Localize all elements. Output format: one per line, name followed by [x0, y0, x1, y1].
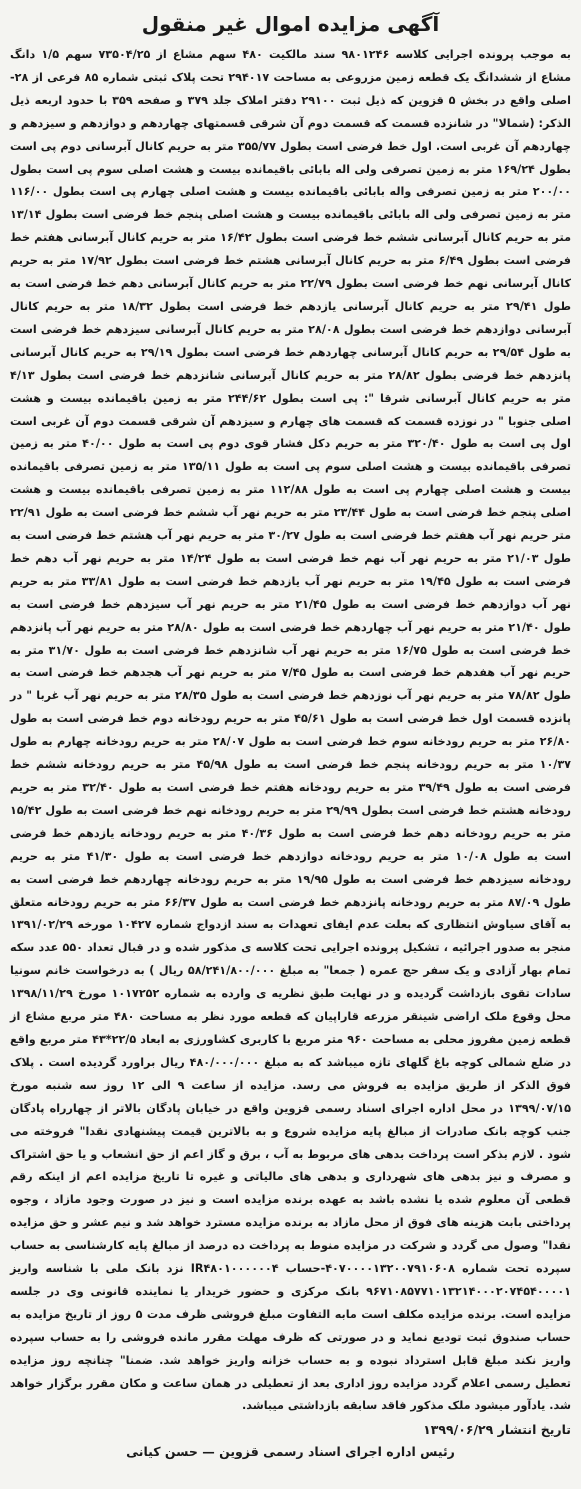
publication-date: تاریخ انتشار ۱۳۹۹/۰۶/۲۹ [423, 1422, 571, 1438]
signature-line: رئیس اداره اجرای اسناد رسمی قزوین — حسن کیانی [126, 1444, 455, 1460]
notice-body: به موجب پرونده اجرایی کلاسه ۹۸۰۱۲۴۶ سند مالکیت ۴۸۰ سهم مشاع از ۷۳۵۰۴/۲۵ سهم ۱/۵ دانگ مشاع از ششدانگ یک قطعه زمین مزروعی به مساحت ۲۹۴۰۱۷ تحت پلاک ثبتی شماره ۸۵ فرعی از ۲۸- اصلی واقع در بخش ۵ قزوین که ذیل ثبت ۲۹۱۰۰ دفتر املاک جلد ۳۷۹ و صفحه ۳۵۹ با حدود اربعه ذیل الذکر: (شمالا" در شانزده قسمت که قسمت دوم آن شرقی قسمتهای چهاردهم و دوازدهم و سیزدهم و چهاردهم آن غربی است. اول خط فرضی است بطول ۳۵۵/۷۷ متر به حریم کانال آبرسانی دوم پی است بطول ۱۶۹/۲۴ متر به زمین تصرفی ولی اله بابائی باقیمانده بیست و هشت اصلی سوم پی است بطول ۲۰۰/۰۰ متر به زمین تصرفی واله بابائی باقیمانده بیست و هشت اصلی چهارم پی است بطول ۱۱۶/۰۰ متر به زمین تصرفی ولی اله بابائی باقیمانده بیست و هشت اصلی پنجم خط فرضی است بطول ۱۳/۱۴ متر به حریم کانال آبرسانی ششم خط فرضی است بطول ۱۶/۴۲ متر به حریم کانال آبرسانی هفتم خط فرضی است بطول ۶/۴۹ متر به حریم کانال آبرسانی هشتم خط فرضی است بطول ۱۷/۹۲ متر به حریم کانال آبرسانی نهم خط فرضی است بطول ۲۲/۷۹ متر به حریم کانال آبرسانی دهم خط فرضی است به طول ۲۹/۴۱ متر به حریم کانال آبرسانی یازدهم خط فرضی است بطول ۱۸/۳۲ متر به حریم کانال آبرسانی دوازدهم خط فرضی است بطول ۲۸/۰۸ متر به حریم کانال آبرسانی سیزدهم خط فرضی است به طول ۲۹/۵۴ به حریم کانال آبرسانی چهاردهم خط فرضی است بطول ۲۹/۱۹ به حریم کانال آبرسانی پانزدهم خط فرضی بطول ۲۸/۸۲ متر به حریم کانال آبرسانی شانزدهم خط فرضی است بطول ۴/۱۳ متر به حریم کانال آبرسانی شرقا ": پی است بطول ۲۴۴/۶۲ متر به زمین باقیمانده بیست و هشت اصلی جنوبا " در نوزده قسمت که قسمت های چهارم و سیزدهم آن شرقی قسمت دوم آن غربی است اول پی است به طول ۳۲۰/۴۰ متر به حریم دکل فشار قوی دوم پی است به طول ۴۰/۰۰ متر به زمین تصرفی باقیمانده بیست و هشت اصلی سوم پی است به طول ۱۳۵/۱۱ متر به زمین تصرفی باقیمانده بیست و هشت اصلی چهارم پی است به طول ۱۱۲/۸۸ متر به زمین تصرفی باقیمانده بیست و هشت اصلی پنجم خط فرضی است به طول ۲۳/۴۴ متر به حریم نهر آب ششم خط فرضی است به طول ۲۲/۹۱ متر حریم نهر آب هفتم خط فرضی است به طول ۳۰/۲۷ متر به حریم نهر آب هشتم خط فرضی است به طول ۲۱/۰۳ متر به حریم نهر آب نهم خط فرضی است به طول ۱۴/۲۴ متر به حریم نهر آب دهم خط فرضی است به طول ۱۹/۴۵ متر به حریم نهر آب یازدهم خط فرضی است به طول ۳۳/۸۱ متر به حریم نهر آب دوازدهم خط فرضی است به طول ۲۱/۴۵ متر به حریم نهر آب سیزدهم خط فرضی است به طول ۲۱/۴۰ متر به حریم نهر آب چهاردهم خط فرضی است به طول ۲۸/۸۰ متر به حریم نهر آب پانزدهم خط فرضی است به طول ۱۶/۷۵ متر به حریم نهر آب شانزدهم خط فرضی است به طول ۳۱/۷۰ متر به حریم نهر آب هفدهم خط فرضی است به طول ۷/۴۵ متر به حریم نهر آب هجدهم خط فرضی است به طول ۷۸/۸۲ متر به حریم نهر آب نوزدهم خط فرضی است به طول ۲۸/۳۵ متر به حریم نهر آب غربا " در پانزده قسمت اول خط فرضی است به طول ۴۵/۶۱ متر به حریم رودخانه دوم خط فرضی است به طول ۲۶/۸۰ متر به حریم رودخانه سوم خط فرضی است به طول ۲۸/۰۷ متر به حریم رودخانه چهارم به طول ۱۰/۳۷ متر به حریم رودخانه پنجم خط فرضی است به طول ۴۵/۹۸ متر به حریم رودخانه ششم خط فرضی است به طول ۳۹/۴۹ متر به حریم رودخانه هفتم خط فرضی است به طول ۳۲/۴۰ متر به حریم رودخانه هشتم خط فرضی است بطول ۲۹/۹۹ متر به حریم رودخانه نهم خط فرضی است به طول ۱۵/۴۲ متر به حریم رودخانه دهم خط فرضی است به طول ۴۰/۳۶ متر به حریم رودخانه یازدهم خط فرضی است به طول ۱۰/۰۸ متر به حریم رودخانه دوازدهم خط فرضی است به طول ۴۱/۳۰ متر به حریم رودخانه سیزدهم خط فرضی است به طول ۱۹/۹۵ متر به حریم رودخانه چهاردهم خط فرضی است به طول ۸۷/۰۹ متر به حریم رودخانه پانزدهم خط فرضی است به طول ۶۶/۳۷ متر به حریم رودخانه متعلق به آقای سیاوش انتظاری که بعلت عدم ایفای تعهدات به سند ازدواج شماره ۱۰۴۲۷ مورخه ۱۳۹۱/۰۲/۲۹ منجر به صدور اجرائیه ، تشکیل پرونده اجرایی تحت کلاسه ی مذکور شده و در قبال تعداد ۵۵۰ عدد سکه تمام بهار آزادی و یک سفر حج عمره ( جمعا" به مبلغ ۵۸/۲۴۱/۸۰۰/۰۰۰ ریال ) به درخواست خانم سونیا سادات تقوی بازداشت گردیده و در نهایت طبق نظریه ی وارده به شماره ۱۰۱۷۲۵۲ مورخ ۱۳۹۸/۱۱/۲۹ محل وقوع ملک اراضی شینقر مزرعه قاراپیان که قطعه مورد نظر به مساحت ۴۸۰ متر مربع مشاع از قطعه زمین مفروز محلی به مساحت ۹۶۰ متر مربع با کاربری کشاورزی به ابعاد ۲۲/۵*۴۳ متر مربع واقع در ضلع شمالی کوچه باغ گلهای تازه میباشد که به مبلغ ۴۸۰/۰۰۰/۰۰۰ ریال براورد گردیده است . پلاک فوق الذکر از طریق مزایده به فروش می رسد. مزایده از ساعت ۹ الی ۱۲ روز سه شنبه مورخ ۱۳۹۹/۰۷/۱۵ در محل اداره اجرای اسناد رسمی قزوین واقع در خیابان پادگان بالاتر از چهارراه پادگان جنب کوچه بانک صادرات از مبالغ پایه مزایده شروع و به بالاترین قیمت پیشنهادی نقدا" فروخته می شود . لازم بذکر است پرداخت بدهی های مربوط به آب ، برق و گاز اعم از حق انشعاب و یا حق اشتراک و مصرف و نیز بدهی های شهرداری و بدهی های مالیاتی و غیره تا تاریخ مزایده اعم از اینکه رقم قطعی آن معلوم شده یا نشده باشد به عهده برنده مزایده است و نیز در صورت وجود مازاد ، وجوه پرداختی بابت هزینه های فوق از محل مازاد به برنده مزایده مسترد خواهد شد و نیم عشر و حق مزایده نقدا" وصول می گردد و شرکت در مزایده منوط به پرداخت ده درصد از مبالغ پایه کارشناسی به حساب سپرده تحت شماره ۴۰۷۰۰۰۰۱۳۲۰۰۷۹۱۰۶۰۸-حساب IR۴۸۰۱۰۰۰۰۰۰۴ نزد بانک ملی با شناسه واریز ۹۶۷۱۰۸۵۷۷۱۰۱۳۲۱۴۰۰۰۲۰۷۴۵۴۰۰۰۰۱ بانک مرکزی و حضور خریدار یا نماینده قانونی وی در جلسه مزایده است. برنده مزایده مکلف است مابه التفاوت مبلغ فروشی ظرف مدت ۵ روز از تاریخ مزایده به حساب صندوق ثبت تودیع نماید و در صورتی که ظرف مهلت مقرر مانده فروشی را به حساب سپرده واریز نکند مبلغ قابل استرداد نبوده و به حساب خزانه واریز خواهد شد. ضمنا" چنانچه روز مزایده تعطیل رسمی اعلام گردد مزایده روز اداری بعد از تعطیلی در همان ساعت و مکان مقرر برگزار خواهد شد. یادآور میشود ملک مذکور فاقد سابقه بازداشتی میباشد. [10, 48, 572, 1413]
notice-title: آگهی مزایده اموال غیر منقول [141, 12, 440, 36]
